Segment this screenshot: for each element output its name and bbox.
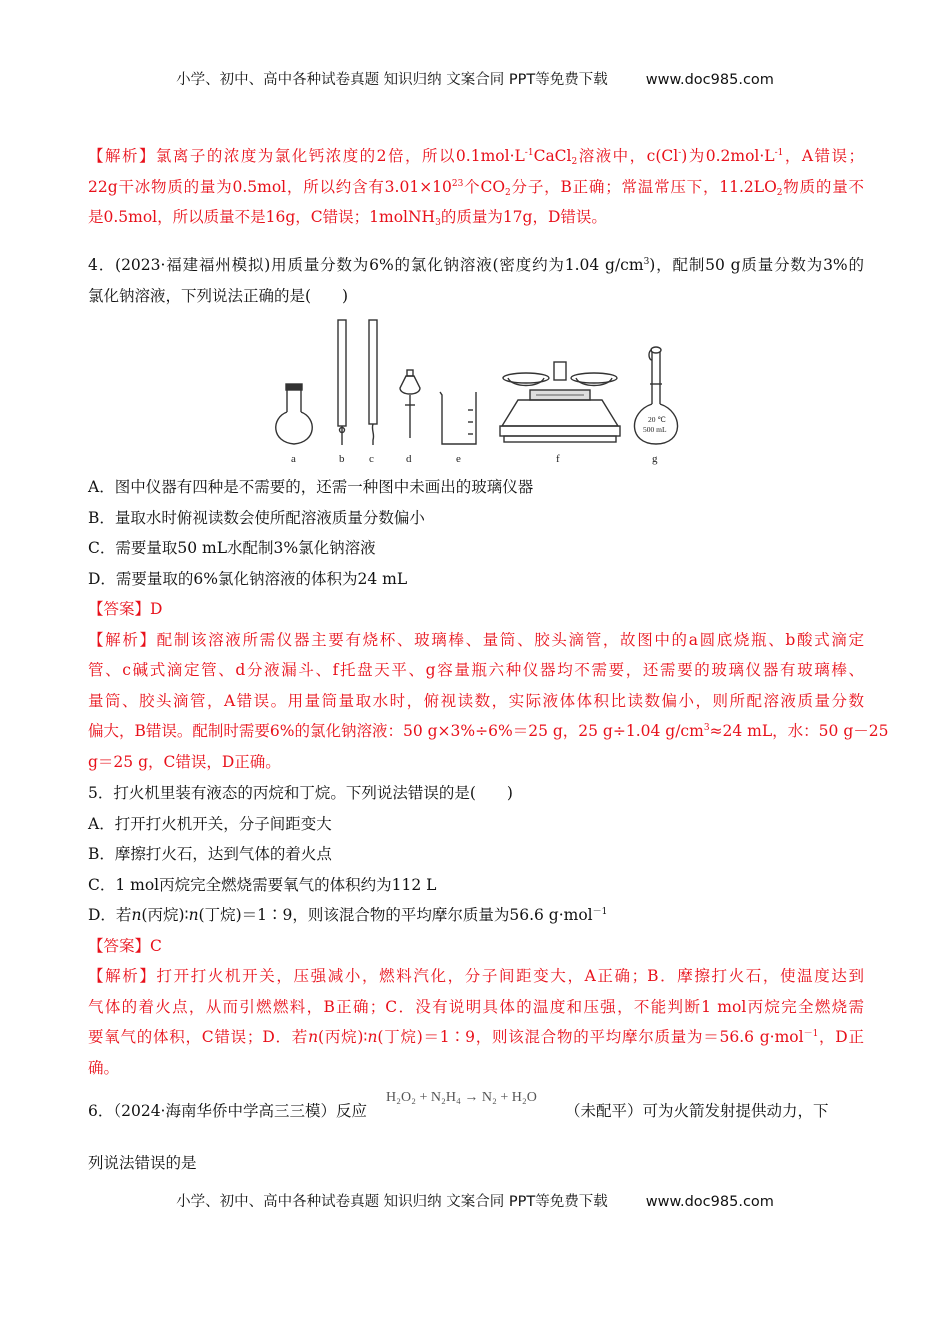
- reaction-equation: H₂O₂ + N₂H₄ → N₂ + H₂O: [386, 1090, 537, 1105]
- option-d: D．需要量取的6%氯化钠溶液的体积为24 mL: [88, 569, 408, 588]
- q5-stem: 5．打火机里装有液态的丙烷和丁烷。下列说法错误的是( ): [88, 784, 513, 802]
- header-text: 小学、初中、高中各种试卷真题 知识归纳 文案合同 PPT等免费下载: [176, 72, 608, 88]
- answer: 【答案】D: [88, 600, 163, 618]
- balance-icon: [500, 362, 620, 442]
- figure-label-g: g: [652, 453, 658, 465]
- beaker-icon: [440, 392, 476, 444]
- analysis-tag: 【解析】: [88, 147, 156, 165]
- figure-label-f: f: [556, 453, 560, 465]
- page-header: [0, 68, 950, 89]
- q4-options: A．图中仪器有四种是不需要的，还需一种图中未画出的玻璃仪器 B．量取水时俯视读数会使所配溶液质量分数偏小 C．需要量取50 mL水配制3%氯化钠溶液 D．需要量取的6%氯化钠溶液的体积为24 mL 【答案】D 【解析】配制该溶液所需仪器主要有烧杯、玻璃棒、量筒、胶头滴管，故图中的a圆底烧瓶、b酸式滴定 管、c碱式滴定管、d分液漏斗、f托盘天平、g容量瓶六种仪器均不需要，还需要的玻璃仪器有玻璃棒、 量筒、胶头滴管，A错误。用量筒量取水时，俯视读数，实际液体体积比读数偏小，则所配溶液质量分数 偏大，B错误。配制时需要6%的氯化钠溶液：50 g×3%÷6%＝25 g，25 g÷1.04 $g/cm^3\approx 24$ mL，水：50 g－25 g＝25 g，C错误，D正确。: [88, 472, 864, 777]
- option-c: C．1 mol丙烷完全燃烧需要氧气的体积约为112 L: [88, 875, 437, 894]
- figure-label-d: d: [406, 453, 412, 465]
- option-a: A．打开打火机开关，分子间距变大: [88, 814, 332, 833]
- header-url[interactable]: www.doc985.com: [645, 72, 774, 88]
- footer-url[interactable]: www.doc985.com: [645, 1194, 774, 1210]
- acid-burette-icon: [338, 320, 346, 445]
- option-d: D．若n(丙烷)∶n(丁烷)＝1∶9，则该混合物的平均摩尔质量为56.6 g·mol$^{-1}$: [88, 906, 608, 924]
- figure-label-e: e: [456, 453, 461, 465]
- q4-stem: 4．(2023·福建福州模拟)用质量分数为6%的氯化钠溶液(密度约为1.04 $g/cm^3$)，配制50 g质量分数为3%的 氯化钠溶液，下列说法正确的是( ): [88, 256, 864, 305]
- figure-label-c: c: [369, 453, 374, 465]
- q5: 5．打火机里装有液态的丙烷和丁烷。下列说法错误的是( ) A．打开打火机开关，分子间距变大 B．摩擦打火石，达到气体的着火点 C．1 mol丙烷完全燃烧需要氧气的体积约为112 L D．若n(丙烷)∶n(丁烷)＝1∶9，则该混合物的平均摩尔质量为56.6 g·mol$^{-1}$ 【答案】C 【解析】打开打火机开关，压强减小，燃料汽化，分子间距变大，A正确；B．摩擦打火石，使温度达到 气体的着火点，从而引燃燃料，B正确；C．没有说明具体的温度和压强，不能判断1 mol丙烷完全燃烧需 要氧气的体积，C错误；D．若n(丙烷)∶n(丁烷)＝1∶9，则该混合物的平均摩尔质量为＝56.6 g·mol$^{-1}$，D正 确。: [88, 778, 864, 1083]
- page-footer: [0, 1190, 950, 1211]
- figure-label-b: b: [339, 453, 345, 465]
- option-b: B．量取水时俯视读数会使所配溶液质量分数偏小: [88, 508, 425, 527]
- separatory-funnel-icon: [400, 370, 420, 438]
- base-burette-icon: [369, 320, 377, 445]
- footer-text: 小学、初中、高中各种试卷真题 知识归纳 文案合同 PPT等免费下载: [176, 1194, 608, 1210]
- option-a: A．图中仪器有四种是不需要的，还需一种图中未画出的玻璃仪器: [88, 478, 534, 496]
- option-c: C．需要量取50 mL水配制3%氯化钠溶液: [88, 539, 376, 557]
- round-bottom-flask-icon: [276, 384, 312, 444]
- q3-analysis: 【解析】氯离子的浓度为氯化钙浓度的2倍，所以$0.1mol\cdot L^{-1}CaCl_2$溶液中，c(Cl-)为$0.2mol\cdot L^{-1}$，A错误； 22g干冰物质的量为0.5mol，所以约含有$3.01\times 10^{23}$个$CO_2$分子，B正确；常温常压下，$11.2LO_2$物质的量不 是0.5mol，所以质量不是16g，C错误；1molNH$_3$的质量为17g，D错误。: [88, 147, 864, 228]
- lab-apparatus-figure: [268, 340, 678, 470]
- option-b: B．摩擦打火石，达到气体的着火点: [88, 845, 332, 863]
- flask-temp-label: 20 ℃: [648, 415, 666, 424]
- q6-stem-cont: 列说法错误的是: [88, 1154, 197, 1172]
- answer: 【答案】C: [88, 936, 162, 955]
- figure-label-a: a: [291, 453, 296, 465]
- q6: 6．（2024·海南华侨中学高三三模）反应 （未配平）可为火箭发射提供动力，下: [88, 1102, 829, 1120]
- flask-volume-label: 500 mL: [643, 425, 667, 434]
